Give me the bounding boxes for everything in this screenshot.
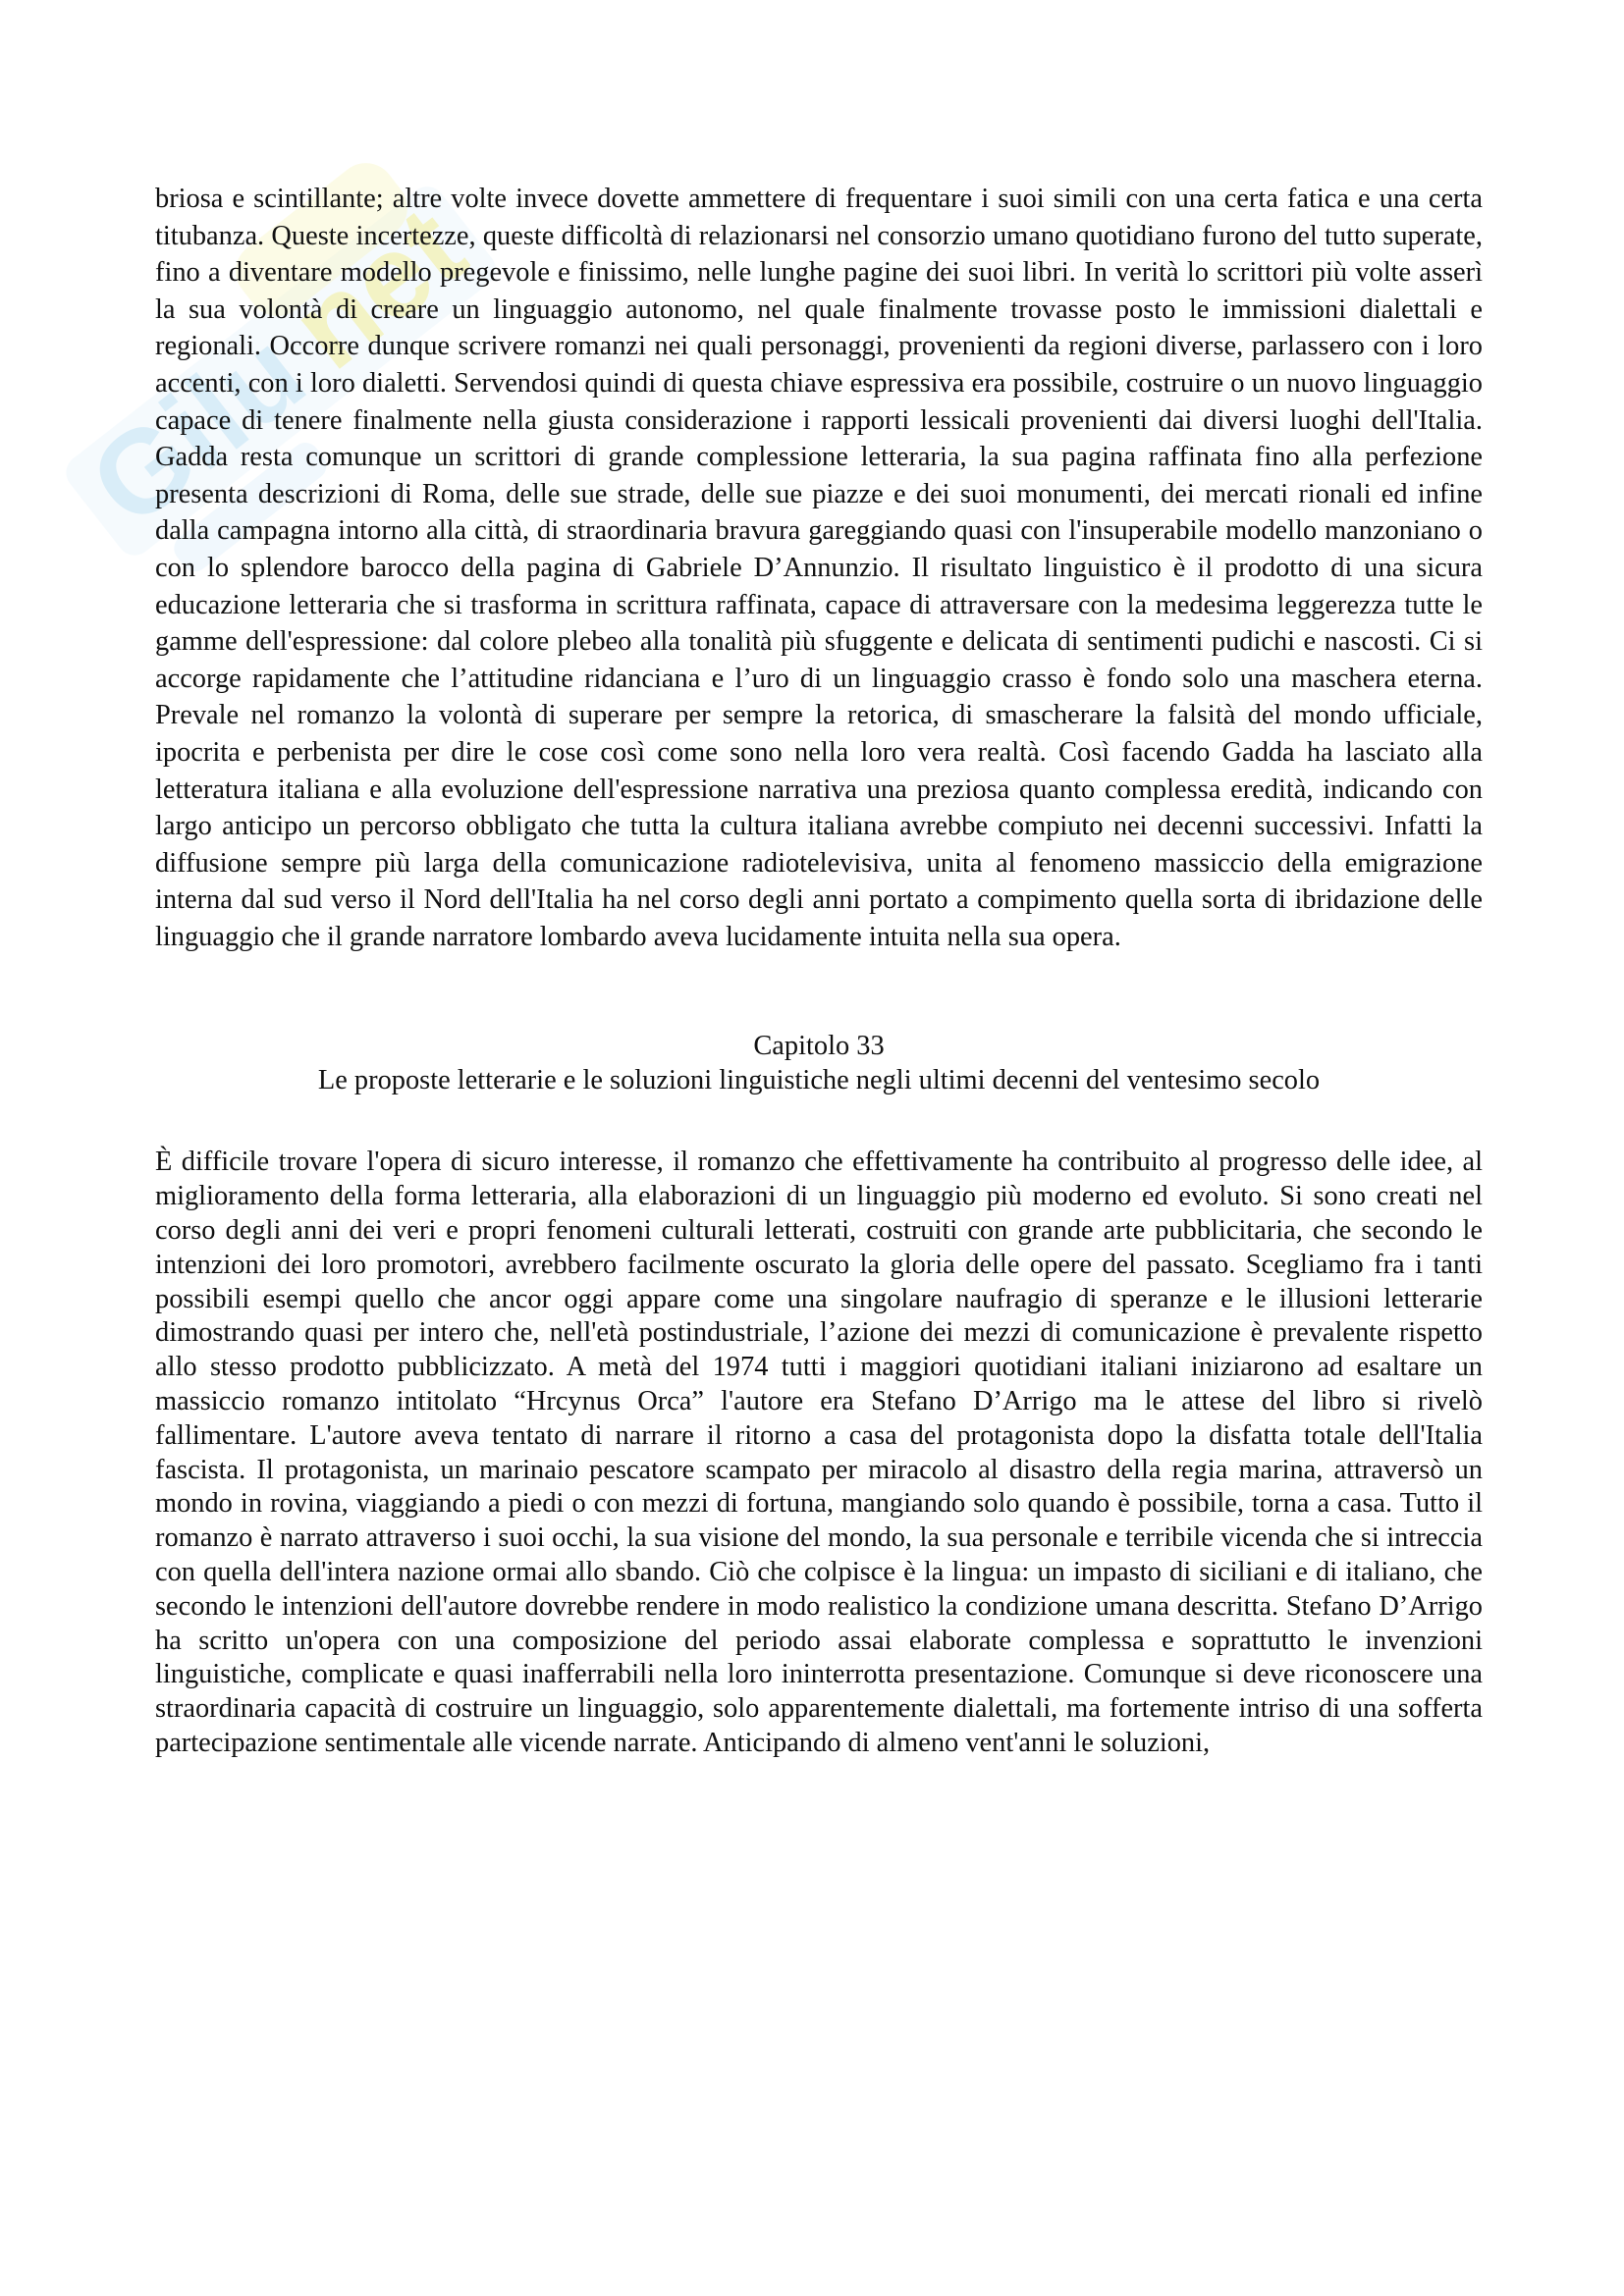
svg-text:Gilu: Gilu: [66, 306, 329, 552]
document-body: [155, 181, 1483, 1761]
svg-text:net: net: [267, 181, 489, 395]
paragraph-chapter-33: È difficile trovare l'opera di sicuro interesse, il romanzo che effettivamente ha contribuito al progresso delle idee, al miglioramento della forma letteraria, alla elaborazioni di un linguaggio più moderno ed evoluto. Si sono creati nel corso degli anni dei veri e propri fenomeni culturali letterati, costruiti con grande arte pubblicitaria, che secondo le intenzioni dei loro promotori, avrebbero facilmente oscurato la gloria delle opere del passato. Scegliamo fra i tanti possibili esempi quello che ancor oggi appare come una singolare naufragio di speranze e le illusioni letterarie dimostrando quasi per intero che, nell'età postindustriale, l’azione dei mezzi di comunicazione è prevalente rispetto allo stesso prodotto pubblicizzato. A metà del 1974 tutti i maggiori quotidiani italiani iniziarono ad esaltare un massiccio romanzo intitolato “Hrcynus Orca” l'autore era Stefano D’Arrigo ma le attese del libro si rivelò fallimentare. L'autore aveva tentato di narrare il ritorno a casa del protagonista dopo la disfatta totale dell'Italia fascista. Il protagonista, un marinaio pescatore scampato per miracolo al disastro della regia marina, attraversò un mondo in rovina, viaggiando a piedi o con mezzi di fortuna, mangiando solo quando è possibile, torna a casa. Tutto il romanzo è narrato attraverso i suoi occhi, la sua visione del mondo, la sua personale e terribile vicenda che si intreccia con quella dell'intera nazione ormai allo sbando. Ciò che colpisce è la lingua: un impasto di siciliani e di italiano, che secondo le intenzioni dell'autore dovrebbe rendere in modo realistico la condizione umana descritta. Stefano D’Arrigo ha scritto un'opera con una composizione del periodo assai elaborate complessa e soprattutto le invenzioni linguistiche, complicate e quasi inafferrabili nella loro ininterrotta presentazione. Comunque si deve riconoscere una straordinaria capacità di costruire un linguaggio, solo apparentemente dialettali, ma fortemente intriso di una sofferta partecipazione sentimentale alle vicende narrate. Anticipando di almeno vent'anni le soluzioni,: [155, 1147, 1483, 1759]
chapter-title: Le proposte letterarie e le soluzioni linguistiche negli ultimi decenni del ventesimo secolo: [317, 1065, 1321, 1096]
paragraph-intro: briosa e scintillante; altre volte invece dovette ammettere di frequentare i suoi simili con una certa fatica e una certa titubanza. Queste incertezze, queste difficoltà di relazionarsi nel consorzio umano quotidiano furono del tutto superate, fino a diventare modello pregevole e finissimo, nelle lunghe pagine dei suoi libri. In verità lo scrittori più volte asserì la sua volontà di creare un linguaggio autonomo, nel quale finalmente trovasse posto le immissioni dialettali e regionali. Occorre dunque scrivere romanzi nei quali personaggi, provenienti da regioni diverse, parlassero con i loro accenti, con i loro dialetti. Servendosi quindi di questa chiave espressiva era possibile, costruire o un nuovo linguaggio capace di tenere finalmente nella giusta considerazione i rapporti lessicali provenienti dai diversi luoghi dell'Italia. Gadda resta comunque un scrittori di grande complessione letteraria, la sua pagina raffinata fino alla perfezione presenta descrizioni di Roma, delle sue strade, delle sue piazze e dei suoi monumenti, dei mercati rionali ed infine dalla campagna intorno alla città, di straordinaria bravura gareggiando quasi con l'insuperabile modello manzoniano o con lo splendore barocco della pagina di Gabriele D’Annunzio. Il risultato linguistico è il prodotto di una sicura educazione letteraria che si trasforma in scrittura raffinata, capace di attraversare con la medesima leggerezza tutte le gamme dell'espressione: dal colore plebeo alla tonalità più sfuggente e delicata di sentimenti pudichi e nascosti. Ci si accorge rapidamente che l’attitudine ridanciana e l’uro di un linguaggio crasso è fondo solo una maschera eterna. Prevale nel romanzo la volontà di superare per sempre la retorica, di smascherare la falsità del mondo ufficiale, ipocrita e perbenista per dire le cose così come sono nella loro vera realtà. Così facendo Gadda ha lasciato alla letteratura italiana e alla evoluzione dell'espressione narrativa una preziosa quanto complessa eredità, indicando con largo anticipo un percorso obbligato che tutta la cultura italiana avrebbe compiuto nei decenni successivi. Infatti la diffusione sempre più larga della comunicazione radiotelevisiva, unita al fenomeno massiccio della emigrazione interna dal sud verso il Nord dell'Italia ha nel corso degli anni portato a compimento quella sorta di ibridazione delle linguaggio che il grande narratore lombardo aveva lucidamente intuita nella sua opera.: [155, 184, 1483, 952]
section-spacer: [155, 1097, 1483, 1146]
chapter-heading: Capitolo 33: [753, 1031, 885, 1062]
